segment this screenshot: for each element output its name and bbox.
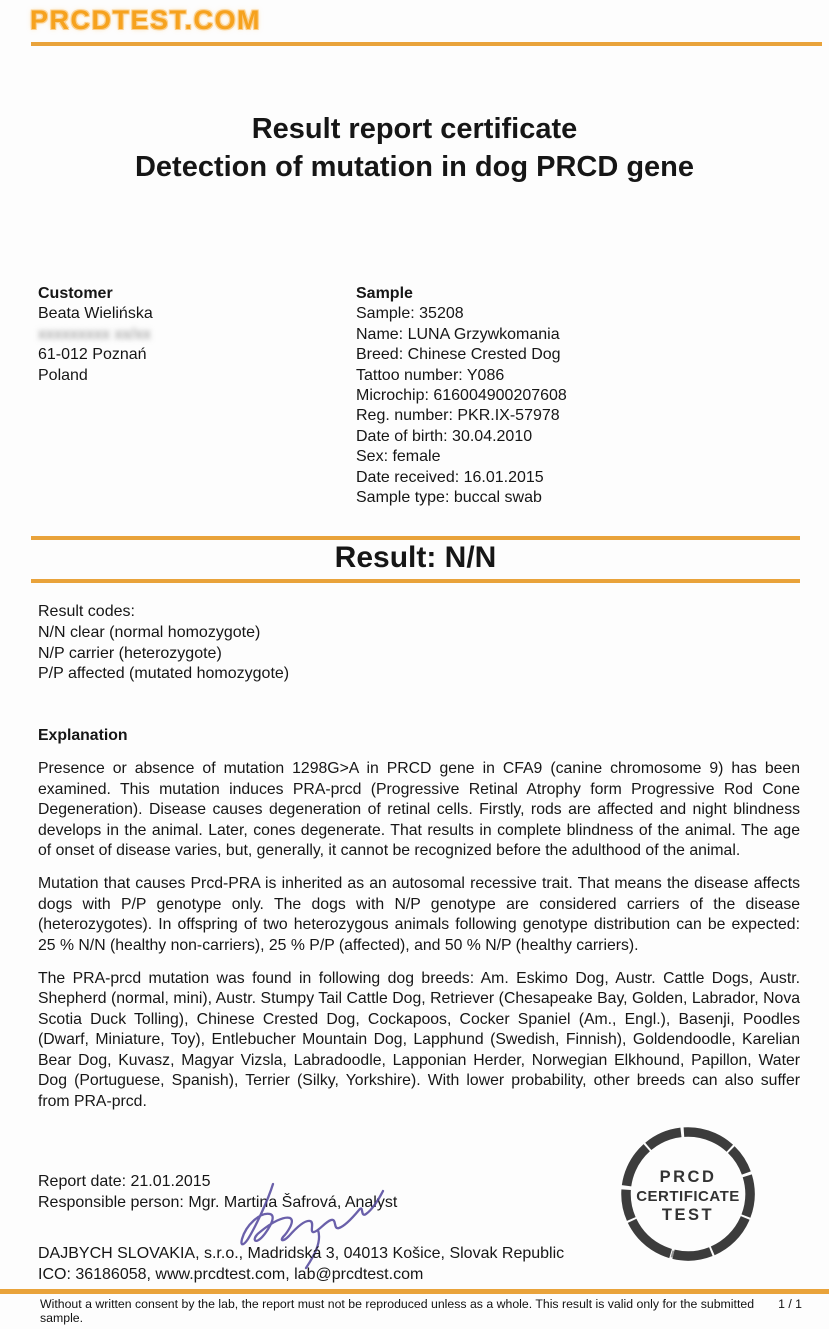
sample-field-name: Name: LUNA Grzywkomania	[356, 325, 560, 343]
result-codes-label: Result codes:	[38, 603, 135, 620]
explanation-heading: Explanation	[38, 727, 128, 744]
sample-field-birth-date: Date of birth: 30.04.2010	[356, 427, 533, 445]
customer-heading: Customer	[38, 285, 113, 302]
report-date: Report date: 21.01.2015	[38, 1173, 211, 1190]
result-codes-block	[38, 602, 289, 685]
explanation-paragraph-1: Presence or absence of mutation 1298G>A in PRCD gene in CFA9 (canine chromosome 9) has been examined. This mutation induces PRA-prcd (Progressive Retinal Atrophy form Progressive Rod Cone Degeneration). Disease causes degeneration of retinal cells. Firstly, rods are affected and night blindness develops in the animal. Later, cones degenerate. That results in complete blindness of the animal. The age of onset of disease varies, but, generally, it cannot be recognized before the adulthood of the animal.	[38, 760, 800, 860]
explanation-paragraph-2: Mutation that causes Prcd-PRA is inherited as an autosomal recessive trait. That means the disease affects dogs with P/P genotype only. The dogs with N/P genotype are considered carriers of the disease (heterozygotes). In offspring of two heterozygous animals following genotype distribution can be expected: 25 % N/N (healthy non-carriers), 25 % P/P (affected), and 50 % N/P (healthy carriers).	[38, 875, 800, 954]
document-title-line1: Result report certificate	[251, 113, 578, 145]
result-code-nn: N/N clear (normal homozygote)	[38, 623, 261, 641]
sample-field-breed: Breed: Chinese Crested Dog	[356, 346, 561, 364]
footer-divider	[0, 1289, 829, 1294]
company-address: DAJBYCH SLOVAKIA, s.r.o., Madridská 3, 04013 Košice, Slovak Republic	[38, 1245, 565, 1262]
footer-disclaimer: Without a written consent by the lab, the report must not be reproduced unless as a whole. This result is valid only for the submitted sample.	[40, 1297, 755, 1325]
customer-city: 61-012 Poznań	[38, 346, 147, 364]
certificate-stamp	[616, 1122, 760, 1271]
sample-heading: Sample	[356, 285, 413, 302]
company-contact: ICO: 36186058, www.prcdtest.com, lab@prcdtest.com	[38, 1266, 424, 1283]
explanation-section	[38, 726, 800, 1125]
customer-name: Beata Wielińska	[38, 305, 153, 323]
result-band	[31, 536, 800, 583]
footer	[40, 1297, 802, 1325]
sample-field-id: Sample: 35208	[356, 305, 464, 323]
stamp-line-2: CERTIFICATE	[636, 1188, 740, 1205]
sample-block	[356, 284, 567, 508]
stamp-seal-icon	[616, 1122, 760, 1266]
result-code-np: N/P carrier (heterozygote)	[38, 644, 222, 662]
result-code-pp: P/P affected (mutated homozygote)	[38, 665, 290, 683]
result-heading: Result: N/N	[334, 541, 497, 574]
company-block	[38, 1243, 564, 1285]
explanation-paragraph-3: The PRA-prcd mutation was found in following dog breeds: Am. Eskimo Dog, Austr. Cattle Dogs, Austr. Shepherd (normal, mini), Austr. Stumpy Tail Cattle Dog, Retriever (Chesapeake Bay, Golden, Labrador, Nova Scotia Duck Tolling), Chinese Crested Dog, Cockapoos, Cocker Spaniel (Am., Engl.), Basenji, Poodles (Dwarf, Miniature, Toy), Entlebucher Mountain Dog, Lapphund (Swedish, Finnish), Goldendoodle, Karelian Bear Dog, Kuvasz, Magyar Vizsla, Labradoodle, Lapponian Herder, Norwegian Elkhound, Papillon, Water Dog (Portuguese, Spanish), Terrier (Silky, Yorkshire). With lower probability, other breeds can also suffer from PRA-prcd.	[38, 970, 800, 1110]
page-number: 1 / 1	[778, 1297, 802, 1311]
sample-field-sex: Sex: female	[356, 448, 441, 466]
sample-field-sample-type: Sample type: buccal swab	[356, 489, 542, 507]
responsible-person: Responsible person: Mgr. Martina Šafrová, Analyst	[38, 1193, 398, 1211]
document-title-line2: Detection of mutation in dog PRCD gene	[134, 151, 695, 183]
stamp-line-1: PRCD	[659, 1168, 717, 1186]
sample-field-microchip: Microchip: 616004900207608	[356, 387, 567, 405]
stamp-line-3: TEST	[661, 1206, 715, 1224]
sample-field-date-received: Date received: 16.01.2015	[356, 468, 544, 486]
customer-block	[38, 284, 153, 386]
sample-field-reg-number: Reg. number: PKR.IX-57978	[356, 407, 560, 425]
sample-field-tattoo: Tattoo number: Y086	[356, 366, 505, 384]
customer-address-redacted: xxxxxxxxx xx/xx	[38, 325, 151, 343]
site-logo: PRCDTEST.COM	[30, 5, 262, 35]
customer-country: Poland	[38, 366, 88, 384]
document-title	[0, 110, 829, 186]
header-divider	[31, 42, 822, 46]
